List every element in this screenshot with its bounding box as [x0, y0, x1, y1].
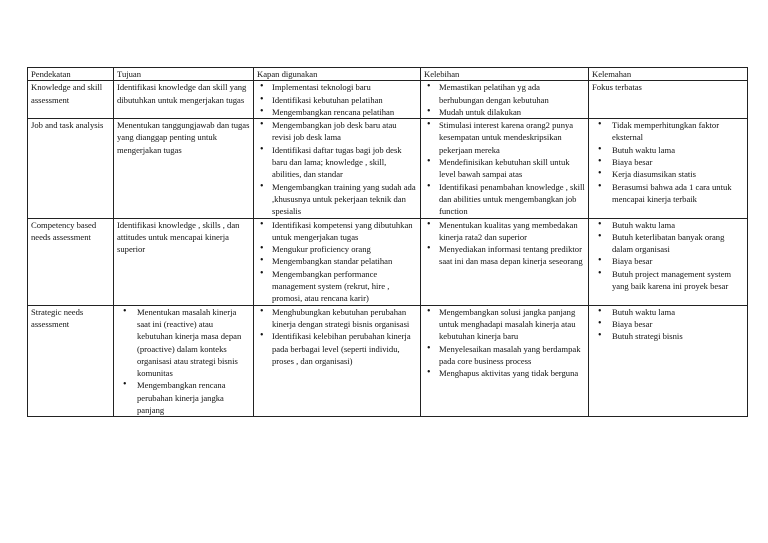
list-item: • Mengembangkan standar pelatihan: [257, 255, 417, 267]
table-row: [28, 119, 748, 218]
list-item: • Biaya besar: [592, 255, 744, 267]
list-item: • Identifikasi daftar tugas bagi job desk baru dan lama; knowledge , skill, abilities, dan standar: [257, 144, 417, 181]
list-item: • Menentukan masalah kinerja saat ini (reactive) atau kebutuhan kinerja masa depan (proactive) dalam konteks organisasi atau strategi bisnis komunitas: [117, 306, 250, 380]
cell-kelebihan: [421, 119, 589, 218]
cell-kapan: [254, 218, 421, 305]
header-tujuan: Tujuan: [114, 68, 254, 81]
list-item: • Tidak memperhitungkan faktor eksternal: [592, 119, 744, 144]
header-pendekatan: Pendekatan: [28, 68, 114, 81]
cell-kelemahan: [589, 119, 748, 218]
list-item: • Identifikasi penambahan knowledge , skill dan abilities untuk mengembangkan job function: [424, 181, 585, 218]
list-item: • Mengembangkan rencana pelatihan: [257, 106, 417, 118]
list-item: • Menghapus aktivitas yang tidak berguna: [424, 367, 585, 379]
cell-pendekatan: Job and task analysis: [28, 119, 114, 218]
list-item: • Butuh waktu lama: [592, 219, 744, 231]
list-item: • Mengembangkan rencana perubahan kinerja jangka panjang: [117, 379, 250, 416]
cell-kelebihan: [421, 218, 589, 305]
cell-tujuan: [114, 305, 254, 417]
needs-assessment-table: [27, 67, 748, 417]
list-item: • Kerja diasumsikan statis: [592, 168, 744, 180]
list-item: • Mengukur proficiency orang: [257, 243, 417, 255]
list-item: • Identifikasi kelebihan perubahan kinerja pada berbagai level (seperti individu, proses , dan organisasi): [257, 330, 417, 367]
list-item: • Mudah untuk dilakukan: [424, 106, 585, 118]
list-item: • Stimulasi interest karena orang2 punya kesempatan untuk mendeskripsikan pekerjaan mereka: [424, 119, 585, 156]
list-item: • Mengembangkan job desk baru atau revisi job desk lama: [257, 119, 417, 144]
cell-kelemahan: [589, 218, 748, 305]
list-item: • Butuh waktu lama: [592, 144, 744, 156]
cell-tujuan: Identifikasi knowledge dan skill yang dibutuhkan untuk mengerjakan tugas: [114, 81, 254, 119]
cell-pendekatan: Competency based needs assessment: [28, 218, 114, 305]
cell-kelemahan: Fokus terbatas: [589, 81, 748, 119]
list-item: • Implementasi teknologi baru: [257, 81, 417, 93]
list-item: • Menentukan kualitas yang membedakan kinerja rata2 dan superior: [424, 219, 585, 244]
cell-kelebihan: [421, 305, 589, 417]
cell-tujuan: Identifikasi knowledge , skills , dan attitudes untuk mencapai kinerja superior: [114, 218, 254, 305]
table-row: [28, 81, 748, 119]
list-item: • Butuh project management system yang baik karena ini proyek besar: [592, 268, 744, 293]
header-kelemahan: Kelemahan: [589, 68, 748, 81]
table-row: [28, 305, 748, 417]
list-item: • Menghubungkan kebutuhan perubahan kinerja dengan strategi bisnis organisasi: [257, 306, 417, 331]
cell-kelemahan: [589, 305, 748, 417]
table-row: [28, 218, 748, 305]
list-item: • Butuh strategi bisnis: [592, 330, 744, 342]
table-header-row: [28, 68, 748, 81]
list-item: • Biaya besar: [592, 156, 744, 168]
list-item: • Butuh keterlibatan banyak orang dalam organisasi: [592, 231, 744, 256]
list-item: • Menyelesaikan masalah yang berdampak pada core business process: [424, 343, 585, 368]
list-item: • Mendefinisikan kebutuhan skill untuk level bawah sampai atas: [424, 156, 585, 181]
cell-kapan: [254, 305, 421, 417]
list-item: • Mengembangkan solusi jangka panjang untuk menghadapi masalah kinerja atau kebutuhan kinerja baru: [424, 306, 585, 343]
list-item: • Memastikan pelatihan yg ada berhubungan dengan kebutuhan: [424, 81, 585, 106]
list-item: • Identifikasi kompetensi yang dibutuhkan untuk mengerjakan tugas: [257, 219, 417, 244]
list-item: • Biaya besar: [592, 318, 744, 330]
list-item: • Mengembangkan performance management system (rekrut, hire , promosi, atau rencana karir): [257, 268, 417, 305]
list-item: • Identifikasi kebutuhan pelatihan: [257, 94, 417, 106]
cell-kelebihan: [421, 81, 589, 119]
cell-kapan: [254, 81, 421, 119]
list-item: • Butuh waktu lama: [592, 306, 744, 318]
cell-tujuan: Menentukan tanggungjawab dan tugas yang dianggap penting untuk mengerjakan tugas: [114, 119, 254, 218]
cell-pendekatan: Strategic needs assessment: [28, 305, 114, 417]
cell-pendekatan: Knowledge and skill assessment: [28, 81, 114, 119]
list-item: • Berasumsi bahwa ada 1 cara untuk mencapai kinerja terbaik: [592, 181, 744, 206]
cell-kapan: [254, 119, 421, 218]
list-item: • Menyediakan informasi tentang prediktor saat ini dan masa depan kinerja seseorang: [424, 243, 585, 268]
list-item: • Mengembangkan training yang sudah ada ,khususnya untuk pekerjaan teknik dan spesialis: [257, 181, 417, 218]
header-kapan-digunakan: Kapan digunakan: [254, 68, 421, 81]
header-kelebihan: Kelebihan: [421, 68, 589, 81]
